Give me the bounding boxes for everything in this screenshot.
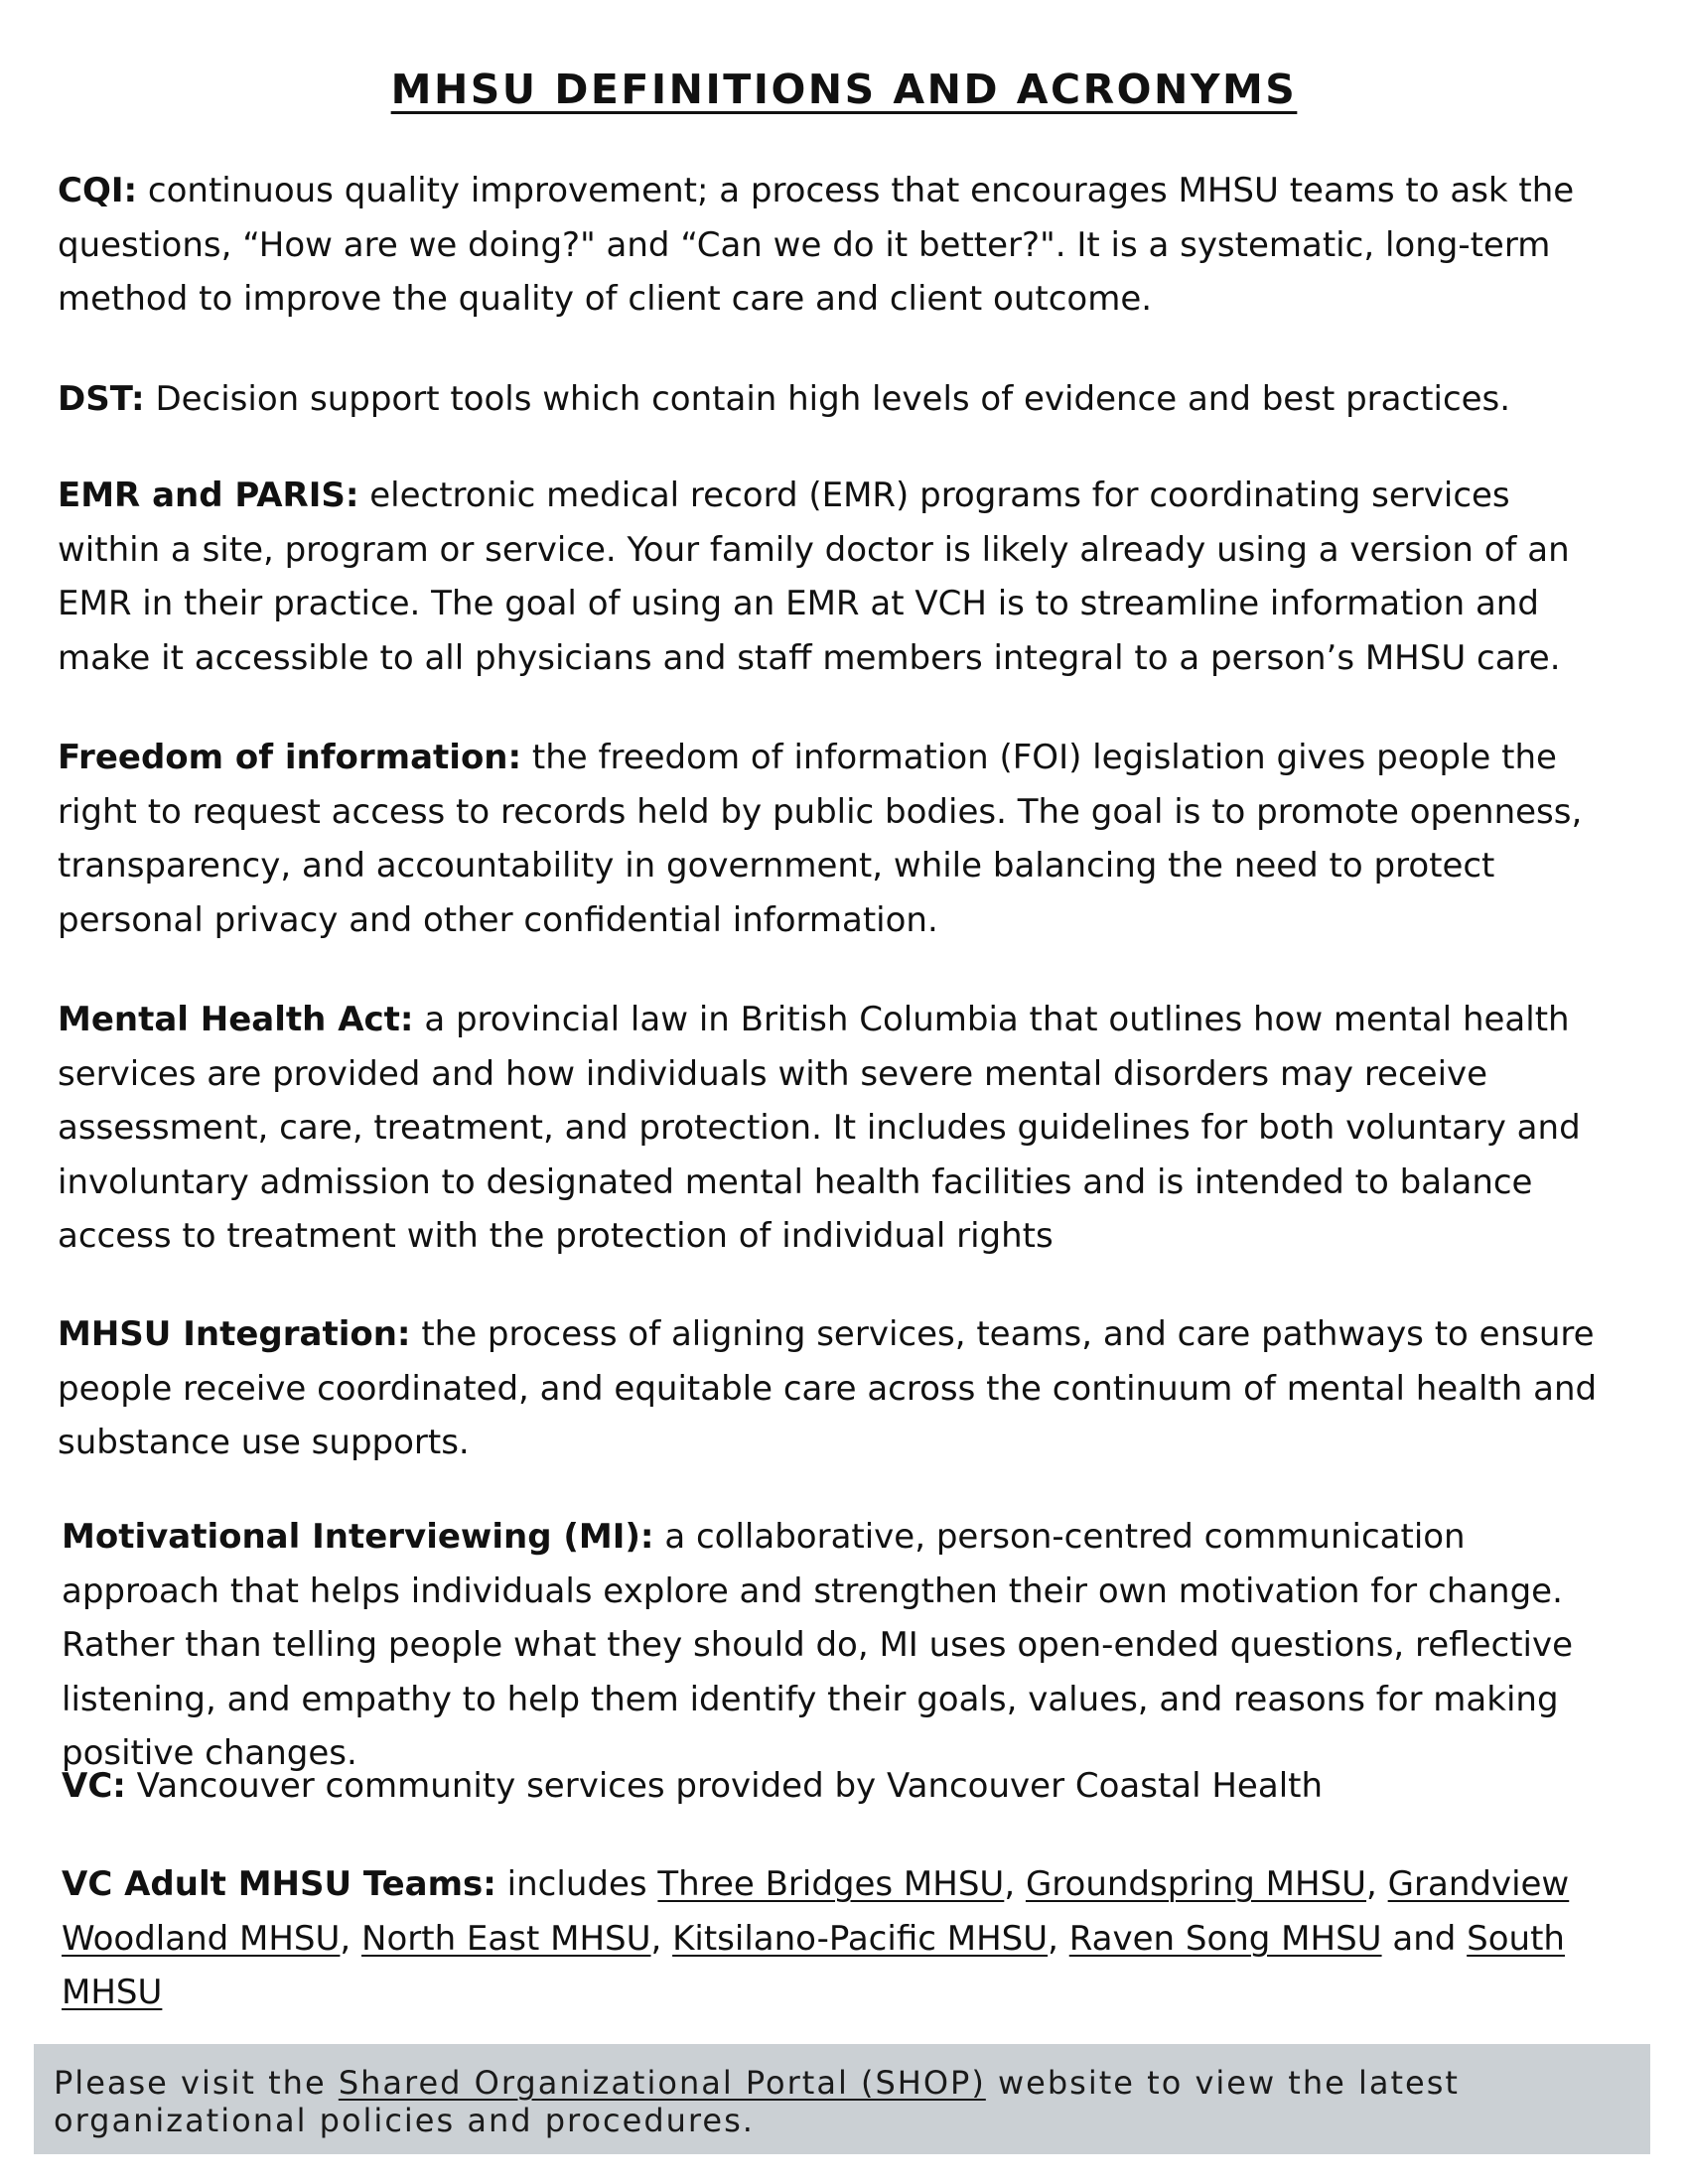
definition-term: Motivational Interviewing (MI):: [62, 1517, 654, 1557]
definition-dst: [58, 372, 1607, 427]
teams-intro: includes: [495, 1864, 658, 1904]
page-title: MHSU DEFINITIONS AND ACRONYMS: [390, 66, 1298, 113]
definition-mental-health-act: [58, 993, 1607, 1264]
definition-text: Vancouver community services provided by Vancouver Coastal Health: [125, 1766, 1324, 1806]
definition-emr-paris: [58, 469, 1607, 685]
definition-text: the process of aligning services, teams, and care pathways to ensure people receive coordinated, and equitable care across the continuum of mental health and substance use supports.: [58, 1314, 1598, 1462]
definition-motivational-interviewing: [62, 1510, 1611, 1781]
definition-freedom-of-information: [58, 731, 1607, 947]
team-link-kitsilano-pacific[interactable]: Kitsilano-Pacific MHSU: [672, 1918, 1049, 1959]
definition-text: Decision support tools which contain high levels of evidence and best practices.: [144, 379, 1511, 419]
definition-mhsu-integration: [58, 1307, 1607, 1470]
definition-vc-adult-mhsu-teams: [62, 1857, 1611, 2020]
team-link-raven-song[interactable]: Raven Song MHSU: [1068, 1918, 1382, 1959]
shop-notice-box: [34, 2044, 1650, 2154]
definition-term: EMR and PARIS:: [58, 476, 359, 515]
team-separator: ,: [1366, 1864, 1388, 1904]
shop-notice-prefix: Please visit the: [54, 2064, 339, 2102]
definition-text: the freedom of information (FOI) legislation gives people the right to request access to records held by public bodies. The goal is to promote openness, transparency, and accountability in government, while balancing the need to protect personal privacy and other confidential information.: [58, 738, 1583, 940]
shop-notice-suffix: website to view the latest organizational policies and procedures.: [54, 2064, 1460, 2139]
team-separator: ,: [1004, 1864, 1026, 1904]
definition-text: a provincial law in British Columbia that outlines how mental health services are provided and how individuals with severe mental disorders may receive assessment, care, treatment, and protection. It includes guidelines for both voluntary and involuntary admission to designated mental health facilities and is intended to balance access to treatment with the protection of individual rights: [58, 1000, 1581, 1256]
definition-term: CQI:: [58, 171, 138, 210]
shop-portal-link[interactable]: Shared Organizational Portal (SHOP): [338, 2064, 986, 2102]
team-conjunction: and: [1381, 1918, 1468, 1959]
definition-term: VC:: [62, 1766, 126, 1806]
definition-term: Freedom of information:: [58, 738, 522, 777]
team-separator: ,: [1048, 1918, 1069, 1959]
team-link-north-east[interactable]: North East MHSU: [361, 1918, 651, 1959]
team-link-grandview-woodland[interactable]: Grandview Woodland MHSU: [62, 1864, 1570, 1959]
definition-term: Mental Health Act:: [58, 1000, 414, 1039]
team-link-south[interactable]: South MHSU: [62, 1918, 1565, 2012]
definition-vc: [62, 1759, 1611, 1814]
definition-text: continuous quality improvement; a process that encourages MHSU teams to ask the questions, “How are we doing?" and “Can we do it better?". It is a systematic, long-term method to improve the quality of client care and client outcome.: [58, 171, 1575, 319]
definition-term: MHSU Integration:: [58, 1314, 411, 1354]
definition-cqi: [58, 164, 1607, 327]
definition-term: VC Adult MHSU Teams:: [62, 1864, 496, 1904]
definition-text: electronic medical record (EMR) programs for coordinating services within a site, program or service. Your family doctor is likely already using a version of an EMR in their practice. The goal of using an EMR at VCH is to streamline information and make it accessible to all physicians and staff members integral to a person’s MHSU care.: [58, 476, 1570, 678]
team-link-groundspring[interactable]: Groundspring MHSU: [1025, 1864, 1367, 1904]
definition-text: a collaborative, person-centred communication approach that helps individuals explore and strengthen their own motivation for change. Rather than telling people what they should do, MI uses open-ended questions, reflective listening, and empathy to help them identify their goals, values, and reasons for making positive changes.: [62, 1517, 1574, 1773]
definition-term: DST:: [58, 379, 145, 419]
team-link-three-bridges[interactable]: Three Bridges MHSU: [657, 1864, 1005, 1904]
team-separator: ,: [340, 1918, 362, 1959]
team-separator: ,: [650, 1918, 673, 1959]
